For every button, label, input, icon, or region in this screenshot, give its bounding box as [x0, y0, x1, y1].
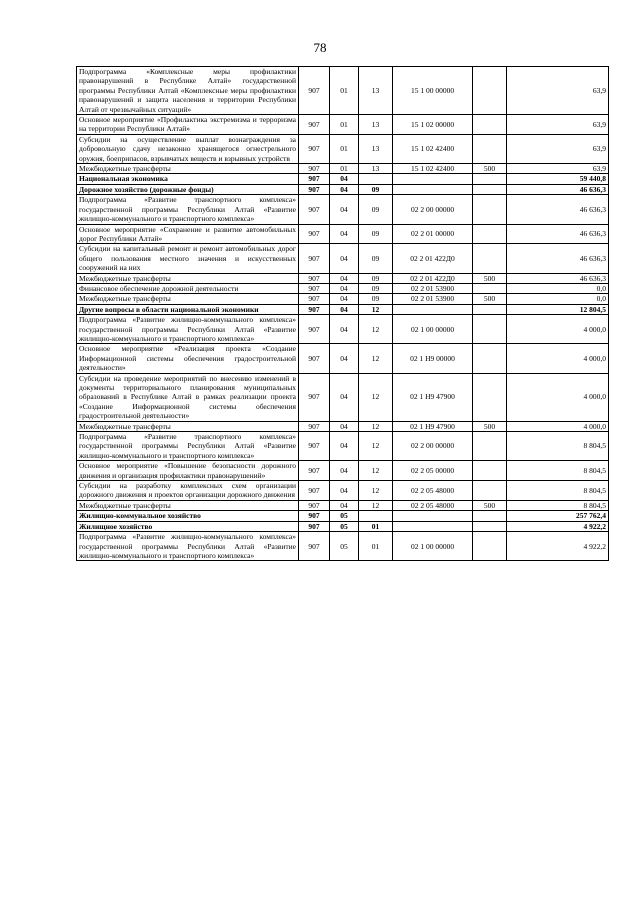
table-row: [77, 500, 609, 510]
row-name-cell: Субсидии на капитальный ремонт и ремонт автомобильных дорог общего пользования местного значения и искусственных сооружений на них: [77, 244, 299, 273]
razdel-cell: 04: [330, 315, 359, 344]
glava-cell: 907: [299, 174, 330, 184]
expense-type-cell: [473, 315, 507, 344]
expense-type-cell: [473, 344, 507, 373]
target-article-cell: 02 2 00 00000: [393, 195, 473, 224]
target-article-cell: 02 2 05 48000: [393, 481, 473, 501]
target-article-cell: 02 2 05 00000: [393, 461, 473, 481]
podrazdel-cell: [359, 511, 393, 521]
podrazdel-cell: 12: [359, 500, 393, 510]
podrazdel-cell: 12: [359, 432, 393, 461]
amount-cell: 63,9: [507, 67, 609, 115]
razdel-cell: 05: [330, 511, 359, 521]
target-article-cell: 02 1 00 00000: [393, 532, 473, 561]
expense-type-cell: 500: [473, 294, 507, 304]
razdel-cell: 04: [330, 294, 359, 304]
glava-cell: 907: [299, 283, 330, 293]
table-row: [77, 174, 609, 184]
amount-cell: 8 804,5: [507, 500, 609, 510]
razdel-cell: 04: [330, 174, 359, 184]
expense-type-cell: [473, 184, 507, 194]
razdel-cell: 04: [330, 432, 359, 461]
glava-cell: 907: [299, 511, 330, 521]
row-name-cell: Дорожное хозяйство (дорожные фонды): [77, 184, 299, 194]
glava-cell: 907: [299, 67, 330, 115]
glava-cell: 907: [299, 115, 330, 135]
podrazdel-cell: 01: [359, 521, 393, 531]
expense-type-cell: [473, 532, 507, 561]
row-name-cell: Финансовое обеспечение дорожной деятельности: [77, 283, 299, 293]
target-article-cell: [393, 521, 473, 531]
target-article-cell: [393, 184, 473, 194]
expense-type-cell: [473, 373, 507, 421]
amount-cell: 63,9: [507, 134, 609, 163]
podrazdel-cell: 13: [359, 164, 393, 174]
page-number: 78: [313, 40, 327, 55]
amount-cell: 4 922,2: [507, 521, 609, 531]
razdel-cell: 04: [330, 500, 359, 510]
row-name-cell: Подпрограмма «Развитие транспортного комплекса» государственной программы Республики Алтай «Развитие жилищно-коммунального и транспортного комплекса»: [77, 195, 299, 224]
podrazdel-cell: 09: [359, 294, 393, 304]
podrazdel-cell: 09: [359, 195, 393, 224]
table-row: [77, 67, 609, 115]
glava-cell: 907: [299, 184, 330, 194]
target-article-cell: 02 2 00 00000: [393, 432, 473, 461]
razdel-cell: 04: [330, 184, 359, 194]
podrazdel-cell: 12: [359, 373, 393, 421]
amount-cell: 4 922,2: [507, 532, 609, 561]
expense-type-cell: [473, 432, 507, 461]
razdel-cell: 04: [330, 244, 359, 273]
expense-type-cell: 500: [473, 164, 507, 174]
podrazdel-cell: 09: [359, 184, 393, 194]
amount-cell: 46 636,3: [507, 224, 609, 244]
table-row: [77, 344, 609, 373]
row-name-cell: Основное мероприятие «Профилактика экстремизма и терроризма на территории Республики Алтай»: [77, 115, 299, 135]
expense-type-cell: [473, 195, 507, 224]
glava-cell: 907: [299, 481, 330, 501]
razdel-cell: 04: [330, 224, 359, 244]
razdel-cell: 01: [330, 164, 359, 174]
target-article-cell: 02 1 Н9 47900: [393, 421, 473, 431]
expense-type-cell: [473, 134, 507, 163]
podrazdel-cell: 09: [359, 224, 393, 244]
table-row: [77, 304, 609, 314]
expense-type-cell: 500: [473, 273, 507, 283]
amount-cell: 4 000,0: [507, 421, 609, 431]
amount-cell: 46 636,3: [507, 184, 609, 194]
amount-cell: 0,0: [507, 294, 609, 304]
row-name-cell: Субсидии на разработку комплексных схем организации дорожного движения и проектов организации дорожного движения: [77, 481, 299, 501]
razdel-cell: 04: [330, 273, 359, 283]
row-name-cell: Национальная экономика: [77, 174, 299, 184]
amount-cell: 8 804,5: [507, 481, 609, 501]
amount-cell: 63,9: [507, 164, 609, 174]
target-article-cell: [393, 304, 473, 314]
podrazdel-cell: 12: [359, 421, 393, 431]
row-name-cell: Субсидии на проведение мероприятий по внесению изменений в документы территориального планирования муниципальных образований в Республике Алтай в рамках реализации проекта «Создание Информационной системы обеспечения градостроительной деятельности»: [77, 373, 299, 421]
podrazdel-cell: 13: [359, 67, 393, 115]
amount-cell: 4 000,0: [507, 373, 609, 421]
table-row: [77, 511, 609, 521]
table-row: [77, 532, 609, 561]
amount-cell: 4 000,0: [507, 344, 609, 373]
glava-cell: 907: [299, 500, 330, 510]
podrazdel-cell: 09: [359, 283, 393, 293]
target-article-cell: [393, 511, 473, 521]
amount-cell: 0,0: [507, 283, 609, 293]
target-article-cell: 02 2 05 48000: [393, 500, 473, 510]
target-article-cell: 15 1 02 42400: [393, 134, 473, 163]
glava-cell: 907: [299, 432, 330, 461]
razdel-cell: 05: [330, 521, 359, 531]
glava-cell: 907: [299, 344, 330, 373]
glava-cell: 907: [299, 315, 330, 344]
row-name-cell: Подпрограмма «Развитие жилищно-коммунального комплекса» государственной программы Республики Алтай «Развитие жилищно-коммунального и транспортного комплекса»: [77, 532, 299, 561]
target-article-cell: 02 1 Н9 00000: [393, 344, 473, 373]
razdel-cell: 04: [330, 461, 359, 481]
podrazdel-cell: [359, 174, 393, 184]
table-row: [77, 421, 609, 431]
expense-type-cell: [473, 283, 507, 293]
glava-cell: 907: [299, 134, 330, 163]
table-row: [77, 294, 609, 304]
table-row: [77, 315, 609, 344]
razdel-cell: 01: [330, 134, 359, 163]
table-row: [77, 224, 609, 244]
glava-cell: 907: [299, 532, 330, 561]
razdel-cell: 04: [330, 283, 359, 293]
podrazdel-cell: 12: [359, 304, 393, 314]
budget-table: [76, 66, 609, 561]
table-row: [77, 481, 609, 501]
row-name-cell: Межбюджетные трансферты: [77, 273, 299, 283]
glava-cell: 907: [299, 195, 330, 224]
expense-type-cell: [473, 67, 507, 115]
podrazdel-cell: 12: [359, 481, 393, 501]
glava-cell: 907: [299, 304, 330, 314]
table-row: [77, 184, 609, 194]
expense-type-cell: [473, 304, 507, 314]
amount-cell: 46 636,3: [507, 195, 609, 224]
table-row: [77, 244, 609, 273]
row-name-cell: Другие вопросы в области национальной экономики: [77, 304, 299, 314]
expense-type-cell: [473, 511, 507, 521]
amount-cell: 257 762,4: [507, 511, 609, 521]
glava-cell: 907: [299, 273, 330, 283]
razdel-cell: 04: [330, 344, 359, 373]
row-name-cell: Жилищно-коммунальное хозяйство: [77, 511, 299, 521]
glava-cell: 907: [299, 294, 330, 304]
podrazdel-cell: 01: [359, 532, 393, 561]
expense-type-cell: [473, 521, 507, 531]
expense-type-cell: [473, 244, 507, 273]
podrazdel-cell: 09: [359, 273, 393, 283]
table-row: [77, 195, 609, 224]
target-article-cell: 02 2 01 422Д0: [393, 273, 473, 283]
target-article-cell: 02 1 Н9 47900: [393, 373, 473, 421]
table-row: [77, 373, 609, 421]
table-row: [77, 164, 609, 174]
glava-cell: 907: [299, 521, 330, 531]
table-row: [77, 283, 609, 293]
razdel-cell: 04: [330, 421, 359, 431]
row-name-cell: Основное мероприятие «Повышение безопасности дорожного движения и организация профилактики правонарушений»: [77, 461, 299, 481]
glava-cell: 907: [299, 461, 330, 481]
target-article-cell: [393, 174, 473, 184]
target-article-cell: 15 1 00 00000: [393, 67, 473, 115]
target-article-cell: 02 2 01 00000: [393, 224, 473, 244]
podrazdel-cell: 13: [359, 115, 393, 135]
target-article-cell: 02 2 01 422Д0: [393, 244, 473, 273]
expense-type-cell: [473, 174, 507, 184]
row-name-cell: Основное мероприятие «Сохранение и развитие автомобильных дорог Республики Алтай»: [77, 224, 299, 244]
target-article-cell: 15 1 02 00000: [393, 115, 473, 135]
razdel-cell: 05: [330, 532, 359, 561]
row-name-cell: Подпрограмма «Развитие жилищно-коммунального комплекса» государственной программы Республики Алтай «Развитие жилищно-коммунального и транспортного комплекса»: [77, 315, 299, 344]
podrazdel-cell: 12: [359, 344, 393, 373]
amount-cell: 12 804,5: [507, 304, 609, 314]
expense-type-cell: [473, 115, 507, 135]
expense-type-cell: 500: [473, 500, 507, 510]
row-name-cell: Межбюджетные трансферты: [77, 294, 299, 304]
row-name-cell: Межбюджетные трансферты: [77, 164, 299, 174]
row-name-cell: Подпрограмма «Развитие транспортного комплекса» государственной программы Республики Алтай «Развитие жилищно-коммунального и транспортного комплекса»: [77, 432, 299, 461]
glava-cell: 907: [299, 164, 330, 174]
expense-type-cell: [473, 481, 507, 501]
glava-cell: 907: [299, 373, 330, 421]
row-name-cell: Межбюджетные трансферты: [77, 500, 299, 510]
row-name-cell: Межбюджетные трансферты: [77, 421, 299, 431]
podrazdel-cell: 13: [359, 134, 393, 163]
target-article-cell: 02 1 00 00000: [393, 315, 473, 344]
razdel-cell: 04: [330, 304, 359, 314]
amount-cell: 4 000,0: [507, 315, 609, 344]
podrazdel-cell: 12: [359, 461, 393, 481]
row-name-cell: Основное мероприятие «Реализация проекта «Создание Информационной системы обеспечения градостроительной деятельности»: [77, 344, 299, 373]
glava-cell: 907: [299, 224, 330, 244]
razdel-cell: 01: [330, 67, 359, 115]
expense-type-cell: 500: [473, 421, 507, 431]
amount-cell: 46 636,3: [507, 244, 609, 273]
glava-cell: 907: [299, 244, 330, 273]
table-row: [77, 115, 609, 135]
table-row: [77, 432, 609, 461]
amount-cell: 63,9: [507, 115, 609, 135]
glava-cell: 907: [299, 421, 330, 431]
row-name-cell: Подпрограмма «Комплексные меры профилактики правонарушений в Республике Алтай» государственной программы Республики Алтай «Комплексные меры профилактики правонарушений и защита населения и территории Республики Алтай от чрезвычайных ситуаций»: [77, 67, 299, 115]
podrazdel-cell: 12: [359, 315, 393, 344]
amount-cell: 8 804,5: [507, 461, 609, 481]
amount-cell: 59 440,8: [507, 174, 609, 184]
row-name-cell: Жилищное хозяйство: [77, 521, 299, 531]
target-article-cell: 02 2 01 53900: [393, 294, 473, 304]
target-article-cell: 15 1 02 42400: [393, 164, 473, 174]
row-name-cell: Субсидии на осуществление выплат вознаграждения за добровольную сдачу незаконно хранящегося огнестрельного оружия, боеприпасов, взрывчатых веществ и взрывных устройств: [77, 134, 299, 163]
table-row: [77, 134, 609, 163]
target-article-cell: 02 2 01 53900: [393, 283, 473, 293]
table-row: [77, 461, 609, 481]
razdel-cell: 01: [330, 115, 359, 135]
amount-cell: 46 636,3: [507, 273, 609, 283]
razdel-cell: 04: [330, 481, 359, 501]
razdel-cell: 04: [330, 195, 359, 224]
amount-cell: 8 804,5: [507, 432, 609, 461]
table-row: [77, 273, 609, 283]
podrazdel-cell: 09: [359, 244, 393, 273]
razdel-cell: 04: [330, 373, 359, 421]
expense-type-cell: [473, 224, 507, 244]
table-row: [77, 521, 609, 531]
expense-type-cell: [473, 461, 507, 481]
